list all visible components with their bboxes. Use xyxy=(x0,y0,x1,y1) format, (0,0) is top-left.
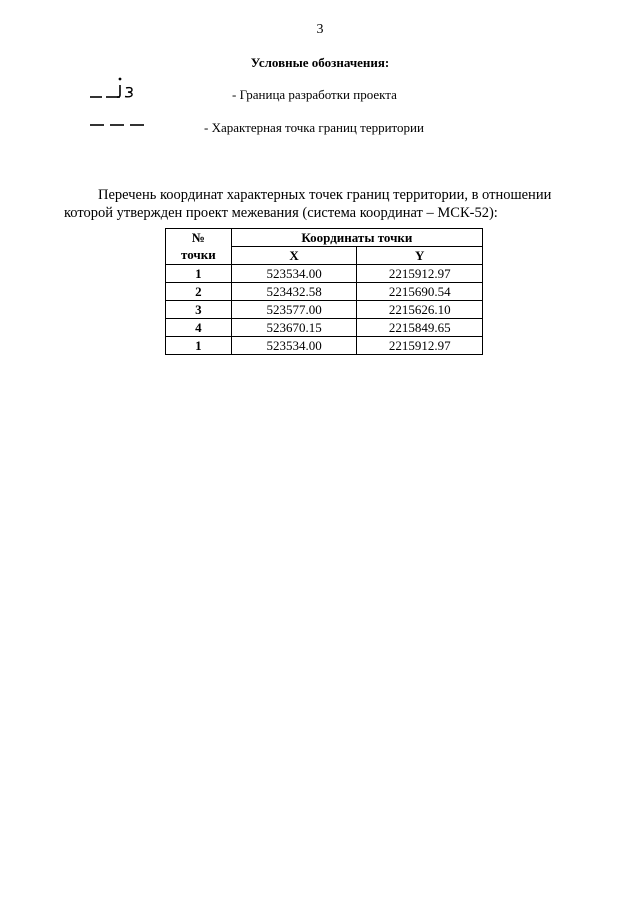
dashed-line-symbol-icon xyxy=(88,118,148,132)
point-y: 2215626.10 xyxy=(357,301,483,319)
point-y: 2215849.65 xyxy=(357,319,483,337)
point-x: 523534.00 xyxy=(231,265,357,283)
table-header-row xyxy=(166,229,483,247)
header-coords: Координаты точки xyxy=(231,229,482,247)
table-row xyxy=(166,319,483,337)
table-row xyxy=(166,337,483,355)
point-number: 1 xyxy=(166,337,232,355)
coordinates-table xyxy=(165,228,483,355)
point-y: 2215912.97 xyxy=(357,265,483,283)
table-row xyxy=(166,283,483,301)
point-y: 2215690.54 xyxy=(357,283,483,301)
table-row xyxy=(166,265,483,283)
header-num-top: № xyxy=(166,229,232,247)
paragraph-line-2: которой утвержден проект межевания (система координат – МСК-52): xyxy=(64,205,498,221)
paragraph-line-1: Перечень координат характерных точек границ территории, в отношении xyxy=(98,187,552,203)
page-number: 3 xyxy=(316,22,324,37)
header-num-bottom: точки xyxy=(166,247,232,265)
point-number: 3 xyxy=(166,301,232,319)
point-x: 523670.15 xyxy=(231,319,357,337)
point-number: 1 xyxy=(166,265,232,283)
point-y: 2215912.97 xyxy=(357,337,483,355)
table-subheader-row xyxy=(166,247,483,265)
point-x: 523534.00 xyxy=(231,337,357,355)
legend-title: Условные обозначения: xyxy=(250,55,390,70)
point-x: 523577.00 xyxy=(231,301,357,319)
point-number: 4 xyxy=(166,319,232,337)
header-y: Y xyxy=(357,247,483,265)
header-x: X xyxy=(231,247,357,265)
legend-point-label: - Характерная точка границ территории xyxy=(204,120,424,135)
boundary-line-symbol-icon xyxy=(88,76,148,102)
legend-boundary-label: - Граница разработки проекта xyxy=(232,87,397,102)
point-number: 2 xyxy=(166,283,232,301)
table-row xyxy=(166,301,483,319)
point-x: 523432.58 xyxy=(231,283,357,301)
coordinates-intro-paragraph xyxy=(64,186,584,222)
